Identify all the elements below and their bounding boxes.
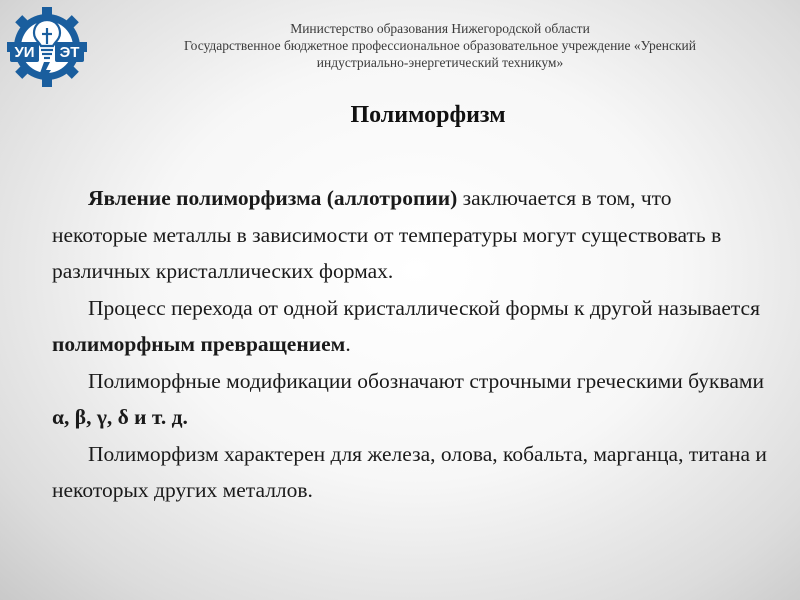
- paragraph-3-bold: α, β, γ, δ и т. д.: [52, 405, 188, 429]
- gear-lightbulb-logo-icon: [4, 4, 90, 90]
- paragraph-1-text: заключается в том, что некоторые металлы в зависимости от температуры могут существовать в различных кристаллических формах.: [52, 186, 722, 283]
- paragraph-3: [52, 363, 772, 436]
- paragraph-1: [52, 180, 772, 290]
- institution-name-line: Государственное бюджетное профессиональное образовательное учреждение «Уренский: [184, 38, 696, 53]
- institution-logo: [4, 4, 90, 90]
- paragraph-4-text: Полиморфизм характерен для железа, олова, кобальта, марганца, титана и некоторых других металлов.: [52, 441, 767, 502]
- paragraph-2-text: Процесс перехода от одной кристаллической формы к другой называется: [88, 295, 760, 320]
- paragraph-2: [52, 290, 772, 363]
- institution-name-line-2: индустриально-энергетический техникум»: [316, 55, 564, 70]
- paragraph-3-text: Полиморфные модификации обозначают строчными греческими буквами: [88, 368, 765, 393]
- ministry-line: Министерство образования Нижегородской области: [290, 21, 590, 36]
- slide-body: [52, 180, 772, 509]
- logo-text-left: УИ: [14, 44, 35, 61]
- paragraph-4: [52, 436, 772, 509]
- paragraph-2-bold: полиморфным превращением: [52, 332, 346, 356]
- slide-title: Полиморфизм: [350, 102, 506, 128]
- paragraph-1-bold: Явление полиморфизма (аллотропии): [88, 186, 458, 210]
- logo-text-right: ЭТ: [59, 44, 80, 61]
- institution-header: [120, 20, 760, 71]
- paragraph-2-end: .: [345, 332, 351, 356]
